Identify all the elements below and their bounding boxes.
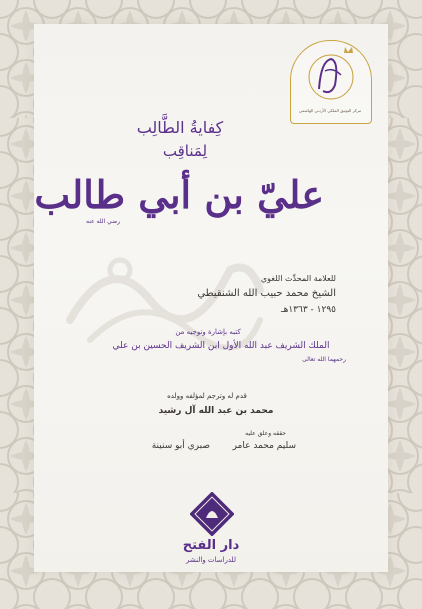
editor-2: صبري أبو سنينة bbox=[151, 441, 210, 451]
author-name: الشيخ محمد حبيب الله الشنقيطي bbox=[197, 288, 336, 299]
author-dates: ١٢٩٥ - ١٣٦٣هـ bbox=[280, 305, 336, 315]
author-prefix: للعلامة المحدِّث اللغوي bbox=[260, 274, 336, 283]
honorific: رضي الله عنه bbox=[86, 218, 121, 225]
publisher-logo-icon bbox=[190, 492, 234, 536]
title-line-1: كِفايةُ الطَّالِب bbox=[136, 118, 224, 137]
editors-line: حققه وعلق عليه bbox=[245, 430, 286, 437]
editor-1: سليم محمد عامر bbox=[232, 441, 296, 451]
intro-line: قدم له وترجم لمؤلفه وولده bbox=[167, 392, 247, 400]
publisher-name: دار الفتح bbox=[182, 538, 240, 553]
main-title: عليّ بن أبي طالب bbox=[34, 172, 324, 217]
emblem-caption: مركز التوثيق الملكي الأردني الهاشمي bbox=[298, 108, 362, 113]
publisher-subtitle: للدراسات والنشر bbox=[186, 556, 236, 564]
title-line-2: لِمَناقِب bbox=[162, 142, 208, 160]
commissioner-name: الملك الشريف عبد الله الأول ابن الشريف الحسين بن علي bbox=[112, 341, 330, 351]
commission-line: كتبه بإشارة وتوجيه من bbox=[175, 328, 241, 336]
commissioner-honorific: رحمهما الله تعالى bbox=[302, 356, 346, 363]
intro-name: محمد بن عبد الله آل رشيد bbox=[158, 406, 274, 416]
